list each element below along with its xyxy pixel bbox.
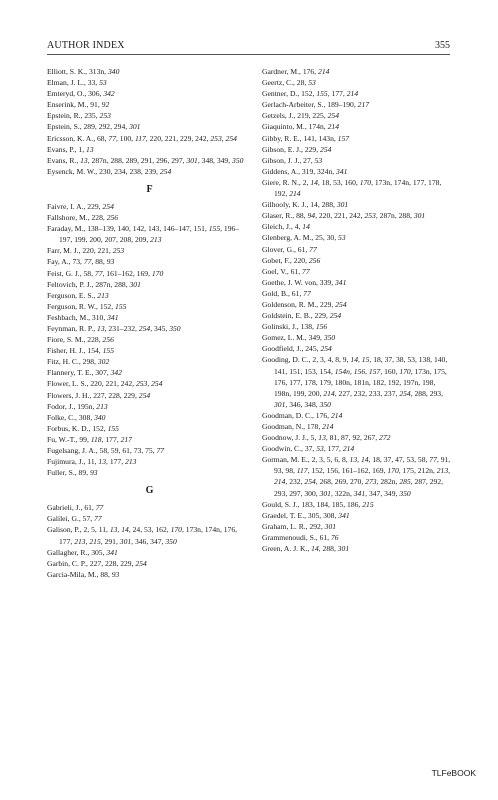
author-name: Feltovich, P. J.,	[47, 279, 94, 289]
page-references: 2, 5, 11, 13, 14, 24, 53, 162, 170, 173n, 174n, 176, 177, 213, 215, 291, 301, 346, 347, 350	[59, 525, 238, 546]
page-references: 220, 221, 253	[80, 246, 125, 256]
page-references: 230, 234, 238, 239, 254	[97, 166, 172, 176]
page-references: 220, 256	[291, 255, 321, 265]
page-references: 245, 254	[303, 344, 332, 354]
page-number: 355	[435, 40, 450, 51]
author-name: Gleich, J.,	[262, 222, 293, 232]
index-entry	[47, 513, 252, 524]
author-name: Feshbach, M.,	[47, 312, 91, 322]
page-references: 292, 301	[307, 521, 337, 531]
index-entry	[47, 279, 252, 290]
index-entry	[262, 255, 452, 266]
page-references: 298, 302	[80, 357, 110, 367]
page-references: 73, 77, 88, 93	[70, 257, 115, 267]
page-references: 183, 184, 185, 186, 215	[299, 499, 374, 509]
index-entry	[262, 410, 452, 421]
author-name: Graham, L. R.,	[262, 521, 308, 531]
index-entry	[47, 412, 252, 423]
page-references: 61, 77	[288, 266, 310, 276]
index-entry	[47, 378, 252, 389]
page-references: 1, 13	[76, 144, 94, 154]
page-references: 176, 214	[300, 67, 330, 76]
author-name: Giaquinto, M.,	[262, 122, 307, 132]
index-entry	[262, 199, 452, 210]
index-entry	[262, 88, 452, 99]
section-letter-f: F	[146, 183, 153, 195]
author-name: Fitz, H. C.,	[47, 357, 81, 367]
page-references: 13, 231–232, 254, 345, 350	[97, 323, 181, 333]
page-references: 61, 77	[82, 503, 104, 513]
author-name: Evans, R.,	[47, 155, 79, 165]
author-name: Gibson, J. J.,	[262, 155, 302, 165]
author-name: Epstein, R.,	[47, 111, 83, 121]
index-entry	[262, 299, 452, 310]
index-entry	[47, 547, 252, 558]
page-references: 28, 53	[294, 78, 316, 88]
page-references: 61, 77	[295, 244, 317, 254]
author-name: Flannery, T. E.,	[47, 368, 94, 378]
index-entry	[262, 221, 452, 232]
page-references: 4, 14	[292, 222, 310, 232]
author-name: Fisher, H. J.,	[47, 346, 86, 356]
author-name: Gorman, M. E.,	[262, 455, 310, 465]
author-name: Glenberg, A. M.,	[262, 233, 314, 243]
index-entry	[47, 367, 252, 378]
page-references: 2, 14, 18, 53, 160, 170, 173n, 174n, 177, 178, 192, 214	[274, 177, 442, 199]
index-entry	[47, 502, 252, 513]
author-name: Fay, A.,	[47, 257, 71, 267]
index-entry	[47, 268, 252, 279]
index-entry	[262, 232, 452, 243]
page-references: 37, 53, 177, 214	[302, 444, 355, 454]
author-name: Giere, R. N.,	[262, 177, 301, 187]
author-name: Glaser, R.,	[262, 211, 295, 221]
page-references: 88, 93	[98, 569, 120, 579]
page-references: 227, 228, 229, 254	[91, 390, 151, 400]
page-references: 33, 53	[85, 78, 107, 88]
page-references: 307, 342	[93, 368, 122, 378]
page-references: 68, 77, 100, 117, 220, 221, 229, 242, 253, 254	[95, 133, 237, 143]
index-entry	[262, 144, 452, 155]
page-references: 154, 155	[85, 346, 114, 356]
author-name: Flower, L. S.,	[47, 379, 89, 389]
index-entry	[262, 288, 452, 299]
page-references: 14, 288, 301	[311, 544, 350, 554]
author-name: Goethe, J. W. von,	[262, 277, 318, 287]
index-entry	[262, 421, 452, 432]
index-entry	[47, 301, 252, 312]
page-references: 58, 77, 161–162, 169, 170	[81, 268, 164, 278]
author-name: Enserink, M.,	[47, 100, 89, 110]
author-name: Goodfield, J.,	[262, 344, 304, 354]
page-references: 25, 30, 53	[313, 233, 346, 243]
author-name: Geertz, C.,	[262, 78, 295, 88]
index-column-right	[262, 66, 452, 554]
page-references: 152, 155, 177, 214	[299, 89, 359, 99]
index-entry	[262, 454, 452, 498]
author-name: Evans, P.,	[47, 144, 77, 154]
index-entry	[262, 499, 452, 510]
index-entry	[47, 456, 252, 467]
footer-watermark: TLFeBOOK	[431, 768, 476, 778]
index-entry	[47, 166, 252, 177]
author-name: Fugelsang, J. A.,	[47, 446, 98, 455]
author-name: Gooding, D. C.,	[262, 355, 311, 365]
index-entry	[262, 343, 452, 354]
index-entry	[47, 110, 252, 121]
index-entry	[262, 532, 452, 543]
page-references: 319, 324n, 341	[299, 166, 348, 176]
index-entry	[47, 445, 252, 456]
author-name: Epstein, S.,	[47, 122, 82, 132]
index-entry	[262, 66, 452, 77]
page-references: 308, 340	[76, 412, 106, 422]
index-entry	[47, 390, 252, 401]
page-references: 229, 254	[302, 144, 332, 154]
author-name: Glover, G.,	[262, 244, 296, 254]
index-entry	[262, 543, 452, 554]
author-name: Ericsson, K. A.,	[47, 133, 96, 143]
index-entry	[262, 133, 452, 144]
page-references: 152, 155	[97, 301, 127, 311]
page-references: 176, 214	[313, 410, 343, 420]
index-entry	[262, 110, 452, 121]
author-name: Goldstein, E. B.,	[262, 311, 313, 321]
index-entry	[47, 569, 252, 580]
page-references: 306, 342	[86, 89, 115, 99]
index-entry	[47, 201, 252, 212]
author-name: Fuller, S.,	[47, 468, 77, 478]
page-references: 219, 225, 254	[295, 111, 339, 121]
author-name: Goodwin, C.,	[262, 444, 303, 454]
index-entry	[47, 356, 252, 367]
index-entry	[262, 177, 452, 199]
index-entry	[47, 121, 252, 132]
author-name: Gerlach-Arbeiter, S.,	[262, 100, 326, 110]
author-name: Feist, G. J.,	[47, 268, 82, 278]
index-entry	[47, 558, 252, 569]
author-name: Garbin, C. P.,	[47, 558, 88, 568]
index-entry	[262, 155, 452, 166]
index-entry	[262, 121, 452, 132]
author-name: Gibson, E. J.,	[262, 144, 303, 154]
page-references: 57, 77	[80, 514, 102, 524]
page-references: 141, 143n, 157	[301, 133, 350, 143]
author-name: Gilhooly, K. J.,	[262, 200, 309, 210]
page-references: 152, 155	[90, 423, 119, 433]
page-references: 229, 254	[318, 299, 347, 309]
index-entry	[262, 354, 452, 409]
page-references: 61, 76	[317, 532, 339, 542]
author-name: Gibby, R. E.,	[262, 133, 302, 143]
page-references: 305, 308, 341	[306, 510, 350, 520]
page-references: 287n, 288, 301	[93, 279, 141, 289]
author-name: Gomez, L. M.,	[262, 333, 307, 343]
index-entry	[47, 144, 252, 155]
index-entry	[47, 467, 252, 478]
author-name: Fiore, S. M.,	[47, 335, 86, 345]
page-references: 138–139, 140, 142, 143, 146–147, 151, 155, 196–197, 199, 200, 207, 208, 209, 213	[59, 224, 240, 245]
author-name: Eysenck, M. W.,	[47, 166, 98, 176]
page-references: 289, 292, 294, 301	[81, 122, 141, 132]
author-name: Fujimura, J.,	[47, 457, 86, 467]
page-references: 27, 53	[301, 155, 323, 165]
page-references: 229, 254	[312, 311, 342, 321]
author-name: Getzels, J.,	[262, 111, 296, 121]
page-references: 91, 92	[88, 100, 110, 110]
author-name: Goodman, D. C.,	[262, 410, 314, 420]
author-name: Fu, W.-T.,	[47, 434, 78, 444]
author-name: Golinski, J.,	[262, 322, 299, 332]
index-entry	[262, 432, 452, 443]
index-entry	[47, 245, 252, 256]
page-references: 220, 221, 242, 253, 254	[88, 379, 163, 389]
author-name: Gentner, D.,	[262, 89, 300, 99]
page-references: 339, 341	[317, 277, 347, 287]
page-references: 14, 288, 301	[308, 200, 349, 210]
page-references: 99, 118, 177, 217	[77, 434, 132, 444]
index-entry	[47, 88, 252, 99]
page-references: 2, 3, 5, 6, 8, 13, 14, 18, 37, 47, 53, 58, 77, 91, 93, 98, 117, 152, 156, 161–162, 169, 170, 175, 212n, 213, 214, 232, 254, 268, 269, 270, 273, 282n, 285, 287, 292, 293, 297, 300, 301, 322n, 341, 347, 349, 350	[274, 455, 451, 498]
author-name: Forbus, K. D.,	[47, 423, 91, 433]
page-references: 2, 3, 4, 8, 9, 14, 15, 18, 37, 38, 53, 138, 140, 141, 151, 153, 154, 154n, 156, 157, 160, 170, 173n, 175, 176, 177, 178, 179, 180n, 181n, 182, 192, 197n, 198, 198n, 199, 200, 214, 227, 232, 233, 237, 254, 288, 293, 301, 346, 348, 350	[274, 355, 448, 409]
page-references: 228, 256	[89, 213, 119, 223]
page-references: 58, 59, 61, 73, 75, 77	[97, 446, 165, 455]
author-name: Goodnow, J. J.,	[262, 433, 309, 443]
author-name: Elliott, S. K.,	[47, 67, 88, 76]
index-entry	[262, 266, 452, 277]
page-references: 349, 350	[306, 333, 336, 343]
index-entry	[47, 212, 252, 223]
page-references: 305, 341	[89, 547, 118, 557]
author-name: Grammenoudi, S.,	[262, 532, 318, 542]
author-name: Gardner, M.,	[262, 67, 301, 76]
author-name: Garcia-Mila, M.,	[47, 569, 99, 579]
author-name: Gabrieli, J.,	[47, 503, 83, 513]
author-name: Gold, B.,	[262, 288, 290, 298]
page-references: 227, 228, 229, 254	[87, 558, 147, 568]
page-references: 195n, 213	[75, 401, 108, 411]
page-references: 88, 94, 220, 221, 242, 253, 287n, 288, 301	[294, 211, 426, 221]
author-name: Farr, M. J.,	[47, 246, 81, 256]
author-name: Elman, J. L.,	[47, 78, 86, 88]
index-entry	[47, 401, 252, 412]
author-name: Goel, V.,	[262, 266, 289, 276]
section-letter-g: G	[145, 485, 154, 497]
index-entry	[47, 434, 252, 445]
page-references: 235, 253	[82, 111, 111, 121]
author-name: Feynman, R. P.,	[47, 323, 96, 333]
author-name: Ferguson, R. W.,	[47, 301, 98, 311]
page-references: 189–190, 217	[325, 100, 370, 110]
running-title: AUTHOR INDEX	[47, 40, 125, 51]
page-references: 229, 254	[85, 201, 114, 211]
index-entry	[262, 443, 452, 454]
index-entry	[47, 133, 252, 144]
page-references: 213	[97, 290, 109, 300]
author-name: Faivre, I. A.,	[47, 201, 86, 211]
author-name: Graedel, T. E.,	[262, 510, 306, 520]
index-entry	[262, 210, 452, 221]
index-entry	[262, 521, 452, 532]
index-entry	[262, 244, 452, 255]
author-name: Galilei, G.,	[47, 514, 81, 524]
index-entry	[262, 310, 452, 321]
index-entry	[47, 66, 252, 77]
author-name: Ferguson, E. S.,	[47, 290, 96, 300]
index-entry	[262, 166, 452, 177]
index-entry	[47, 323, 252, 334]
index-entry	[262, 277, 452, 288]
index-entry	[47, 223, 252, 245]
author-name: Gobet, F.,	[262, 255, 292, 265]
index-entry	[47, 290, 252, 301]
index-entry	[47, 155, 252, 166]
author-name: Gallagher, R.,	[47, 547, 90, 557]
index-entry	[47, 345, 252, 356]
index-entry	[262, 510, 452, 521]
page-references: 89, 93	[76, 468, 98, 478]
index-entry	[47, 256, 252, 267]
author-name: Green, A. J. K.,	[262, 544, 310, 554]
index-entry	[262, 332, 452, 343]
index-entry	[47, 99, 252, 110]
index-column-left	[47, 66, 252, 580]
author-name: Fallshore, M.,	[47, 213, 90, 223]
author-name: Fodor, J.,	[47, 401, 76, 411]
index-entry	[47, 312, 252, 323]
author-name: Galison, P.,	[47, 525, 82, 535]
page-references: 228, 256	[85, 335, 114, 345]
index-entry	[47, 77, 252, 88]
author-name: Goldenson, R. M.,	[262, 299, 319, 309]
page-references: 178, 214	[305, 422, 334, 431]
index-entry	[47, 334, 252, 345]
author-name: Faraday, M.,	[47, 224, 86, 234]
author-name: Flowers, J. H.,	[47, 390, 92, 400]
index-entry	[262, 77, 452, 88]
author-name: Goodman, N.,	[262, 422, 306, 431]
author-name: Folke, C.,	[47, 412, 77, 422]
author-name: Giddens, A.,	[262, 166, 300, 176]
index-entry	[47, 524, 252, 546]
index-entry	[47, 423, 252, 434]
page-references: 138, 156	[298, 322, 328, 332]
page-references: 13, 287n, 288, 289, 291, 296, 297, 301, 348, 349, 350	[80, 155, 244, 165]
page-references: 310, 341	[90, 312, 119, 322]
page-references: 11, 13, 177, 213	[85, 457, 137, 467]
page-references: 61, 77	[289, 288, 311, 298]
index-entry	[262, 321, 452, 332]
page-references: 174n, 214	[306, 122, 339, 132]
page-references: 313n, 340	[87, 67, 120, 76]
author-name: Emteryd, O.,	[47, 89, 87, 99]
page-references: 5, 13, 81, 87, 92, 267, 272	[308, 433, 391, 443]
author-name: Gould, S. J.,	[262, 499, 300, 509]
index-entry	[262, 99, 452, 110]
running-header	[47, 40, 450, 55]
